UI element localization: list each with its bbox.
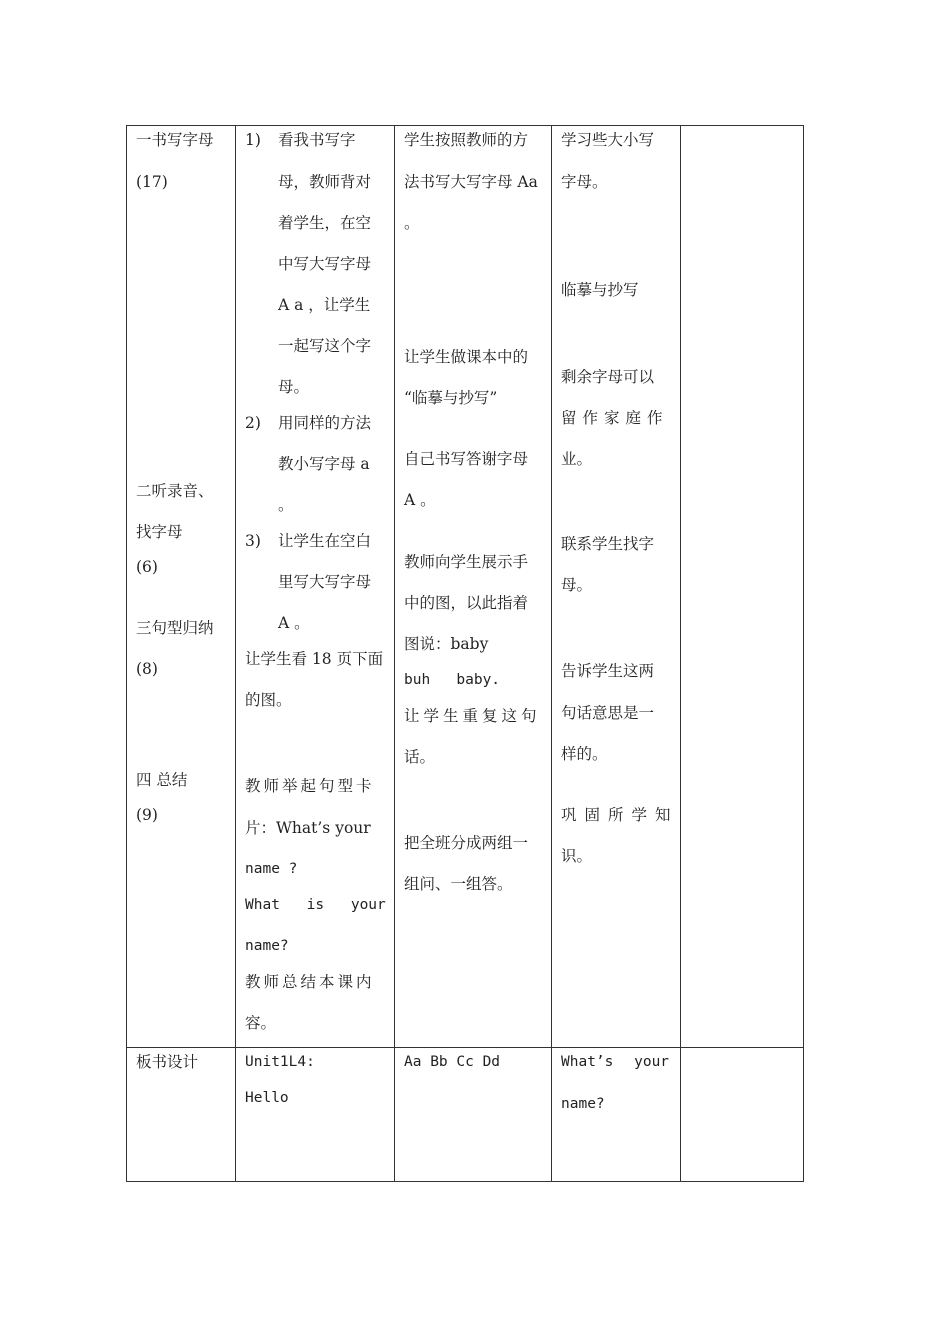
intent-text: 母。 (561, 576, 593, 594)
stage-1-title: 一书写字母 (136, 131, 214, 149)
step-1-line: 中写大写字母 (278, 255, 372, 273)
activity-text: 教师举起句型卡 (245, 777, 375, 795)
student-text: 。 (404, 214, 420, 232)
intent-text: 巩固所学知 (561, 806, 679, 824)
board-cell (552, 1048, 681, 1182)
student-text: “临摹与抄写” (404, 389, 498, 407)
board-cell (681, 1048, 804, 1182)
board-sentence: name? (561, 1096, 605, 1112)
step-1-line: 着学生，在空 (278, 214, 372, 232)
intent-text: 告诉学生这两 (561, 662, 655, 680)
stage-2-title-cont: 找字母 (136, 523, 183, 541)
stage-4-time: (9) (136, 806, 158, 824)
step-1-line: 一起写这个字 (278, 337, 372, 355)
activity-text: 的图。 (245, 691, 292, 709)
student-text: 把全班分成两组一 (404, 834, 529, 852)
activity-text: name ? (245, 861, 298, 877)
stage-2-title: 二听录音、 (136, 482, 214, 500)
board-design-label: 板书设计 (136, 1053, 199, 1071)
activity-text: name? (245, 938, 289, 954)
student-text: 学生按照教师的方 (404, 131, 529, 149)
board-label-cell (127, 1048, 236, 1182)
student-text: 话。 (404, 748, 436, 766)
stage-4-title: 四 总结 (136, 771, 188, 789)
step-3-line: 里写大写字母 (278, 573, 372, 591)
intent-text: 业。 (561, 450, 593, 468)
intent-text: 联系学生找字 (561, 535, 655, 553)
stage-column (127, 126, 236, 1048)
design-intent-column (552, 126, 681, 1048)
intent-text: 样的。 (561, 745, 608, 763)
step-number-1: 1) (245, 131, 261, 149)
activity-text: 容。 (245, 1014, 277, 1032)
step-1-line: 母，教师背对 (278, 173, 372, 191)
step-3-line: A 。 (278, 614, 310, 632)
stage-3-time: (8) (136, 660, 158, 678)
notes-column (681, 126, 804, 1048)
student-text: 让学生重复这句 (404, 707, 541, 725)
stage-2-time: (6) (136, 558, 158, 576)
activity-text: What is your (245, 897, 386, 913)
student-text: 中的图，以此指着 (404, 594, 529, 612)
step-2-line: 。 (278, 496, 294, 514)
step-number-3: 3) (245, 532, 261, 550)
student-text: 法书写大写字母 Aa (404, 173, 538, 191)
stage-3-title: 三句型归纳 (136, 619, 214, 637)
board-cell (395, 1048, 552, 1182)
student-text: 教师向学生展示手 (404, 553, 529, 571)
activity-text: 片：What’s your (245, 819, 371, 837)
board-design-row (127, 1048, 804, 1182)
student-activity-column (395, 126, 552, 1048)
student-text: 自己书写答谢字母 (404, 450, 529, 468)
board-sentence: What’s your (561, 1054, 670, 1070)
board-subtitle: Hello (245, 1090, 289, 1106)
intent-text: 字母。 (561, 173, 608, 191)
teaching-process-row (127, 126, 804, 1048)
intent-text: 剩余字母可以 (561, 368, 655, 386)
activity-text: 教师总结本课内 (245, 973, 375, 991)
step-2-line: 用同样的方法 (278, 414, 372, 432)
step-number-2: 2) (245, 414, 261, 432)
board-title: Unit1L4: (245, 1054, 315, 1070)
intent-text: 学习些大小写 (561, 131, 655, 149)
student-text: buh baby. (404, 672, 501, 688)
board-letters: Aa Bb Cc Dd (404, 1054, 501, 1070)
step-1-line: A a ，让学生 (278, 296, 371, 314)
student-text: 图说：baby (404, 635, 489, 653)
stage-1-time: (17) (136, 173, 168, 191)
board-cell (236, 1048, 395, 1182)
intent-text: 识。 (561, 847, 593, 865)
intent-text: 临摹与抄写 (561, 281, 639, 299)
student-text: 让学生做课本中的 (404, 348, 529, 366)
step-3-line: 让学生在空白 (278, 532, 372, 550)
intent-text: 句话意思是一 (561, 704, 655, 722)
teacher-activity-column (236, 126, 395, 1048)
intent-text: 留作家庭作 (561, 409, 669, 427)
student-text: 组问、一组答。 (404, 875, 513, 893)
student-text: A 。 (404, 491, 436, 509)
step-2-line: 教小写字母 a (278, 455, 370, 473)
step-1-line: 看我书写字 (278, 131, 356, 149)
activity-text: 让学生看 18 页下面 (245, 650, 384, 668)
lesson-plan-table (126, 125, 804, 1182)
step-1-line: 母。 (278, 378, 310, 396)
